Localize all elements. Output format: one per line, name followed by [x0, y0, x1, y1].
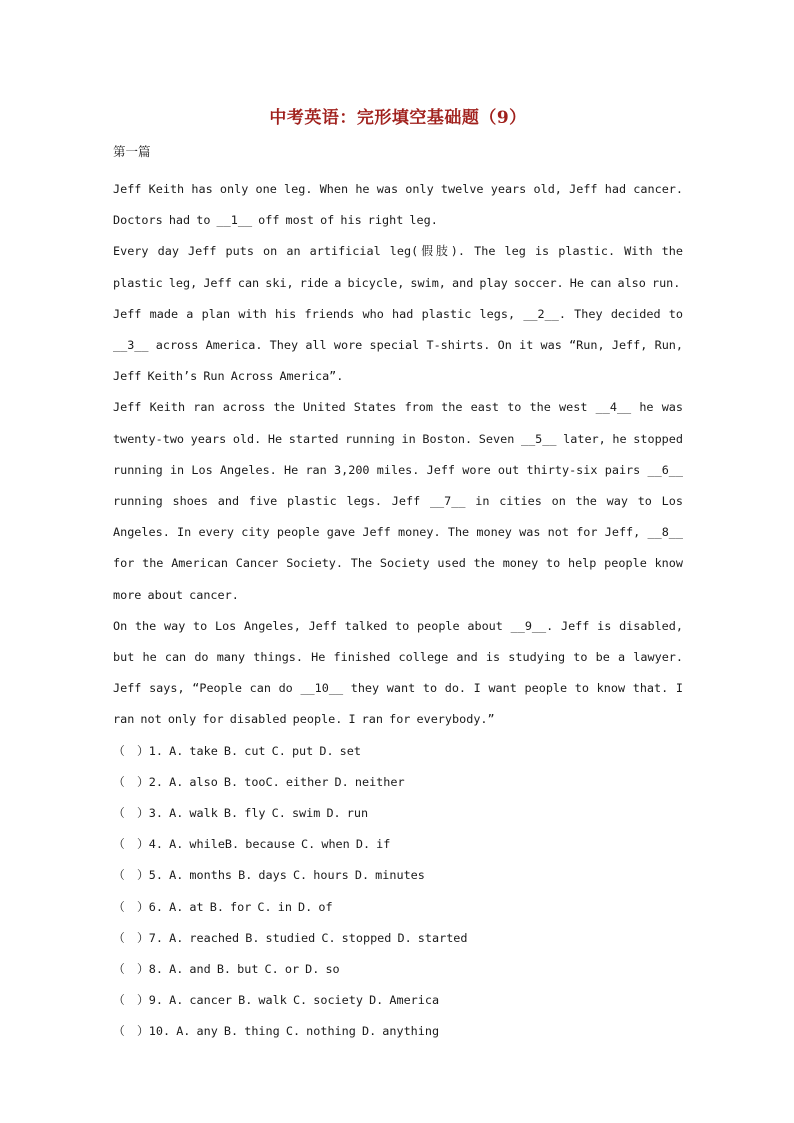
section-label: 第一篇	[113, 144, 151, 159]
passage-paragraph-1: Jeff Keith has only one leg. When he was only twelve years old, Jeff had cancer. Doctors had to __1__ off most of his right leg.	[113, 182, 683, 228]
passage-paragraph-5: On the way to Los Angeles, Jeff talked to people about __9__. Jeff is disabled, but he can do many things. He finished college and is studying to be a lawyer. Jeff says, “People can do __10__ they want to do. I want people to know that. I ran not only for disabled people. I ran for everybody.”	[113, 618, 683, 727]
question-option-10: （ ）10. A. any B. thing C. nothing D. anything	[113, 1024, 440, 1039]
passage	[113, 174, 683, 736]
document-page	[113, 104, 683, 1048]
question-options-list	[113, 736, 683, 1048]
question-option-4: （ ）4. A. whileB. because C. when D. if	[113, 837, 391, 852]
question-option-8: （ ）8. A. and B. but C. or D. so	[113, 962, 340, 977]
question-option-9: （ ）9. A. cancer B. walk C. society D. America	[113, 993, 440, 1008]
question-option-1: （ ）1. A. take B. cut C. put D. set	[113, 743, 361, 758]
passage-paragraph-2: Every day Jeff puts on an artificial leg(假肢). The leg is plastic. With the plastic leg, Jeff can ski, ride a bicycle, swim, and play soccer. He can also run.	[113, 244, 683, 290]
passage-paragraph-3: Jeff made a plan with his friends who had plastic legs, __2__. They decided to __3__ across America. They all wore special T-shirts. On it was “Run, Jeff, Run, Jeff Keith’s Run Across America”.	[113, 306, 683, 384]
question-option-6: （ ）6. A. at B. for C. in D. of	[113, 899, 333, 914]
document-title: 中考英语：完形填空基础题（9）	[269, 108, 527, 128]
passage-paragraph-4: Jeff Keith ran across the United States from the east to the west __4__ he was twenty-two years old. He started running in Boston. Seven __5__ later, he stopped running in Los Angeles. He ran 3,200 miles. Jeff wore out thirty-six pairs __6__ running shoes and five plastic legs. Jeff __7__ in cities on the way to Los Angeles. In every city people gave Jeff money. The money was not for Jeff, __8__ for the American Cancer Society. The Society used the money to help people know more about cancer.	[113, 400, 683, 602]
question-option-5: （ ）5. A. months B. days C. hours D. minutes	[113, 868, 425, 883]
question-option-2: （ ）2. A. also B. tooC. either D. neither	[113, 774, 405, 789]
question-option-7: （ ）7. A. reached B. studied C. stopped D. started	[113, 930, 468, 945]
question-option-3: （ ）3. A. walk B. fly C. swim D. run	[113, 806, 369, 821]
